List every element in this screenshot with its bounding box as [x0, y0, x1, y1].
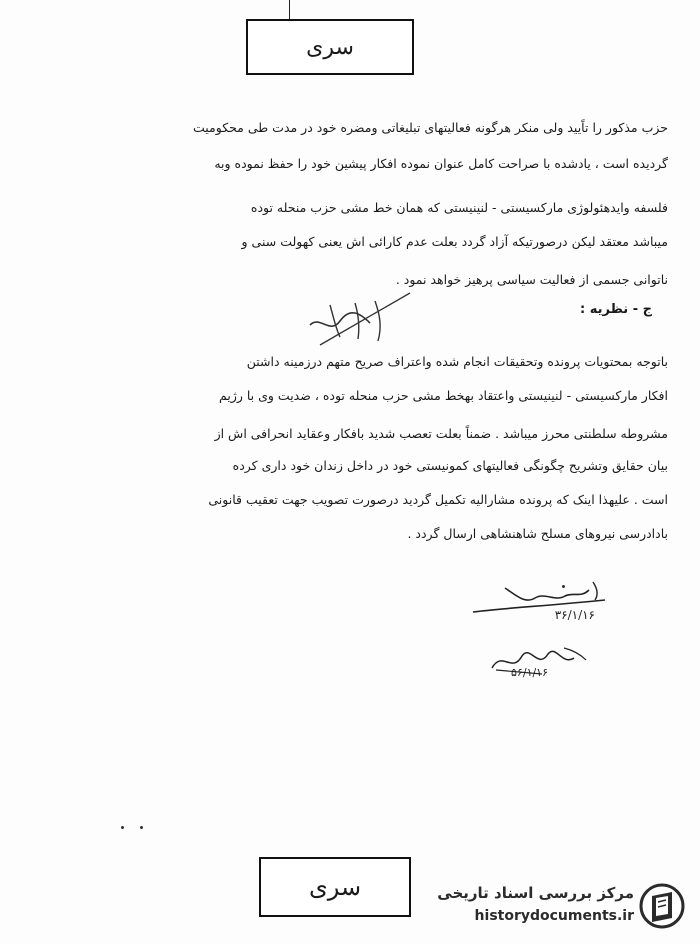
- paragraph-2-line-2: افکار مارکسیستی - لنینیستی واعتقاد بهخط مشی حزب منحله توده ، ضدیت وی با رژیم: [219, 388, 668, 403]
- scan-speck: [121, 826, 124, 829]
- signature-1-date: ۳۶/۱/۱۶: [554, 608, 595, 622]
- section-heading: ج - نظریه :: [580, 302, 652, 317]
- watermark-url: historydocuments.ir: [474, 908, 634, 924]
- paragraph-2-line-3: مشروطه سلطنتی محرز میباشد . ضمناً بعلت تعصب شدید بافکار وعقاید انحرافی اش از: [214, 426, 668, 441]
- scan-speck: [140, 826, 143, 829]
- archive-logo-icon: [638, 882, 686, 930]
- classification-stamp-top: [246, 19, 414, 75]
- paragraph-1-line-4: میباشد معتقد لیکن درصورتیکه آزاد گردد بعلت عدم کارائی اش یعنی کهولت سنی و: [241, 234, 668, 249]
- paragraph-1-line-1: حزب مذکور را تاًیید ولی منکر هرگونه فعالیتهای تبلیغاتی ومضره خود در مدت طی محکومیت: [193, 120, 668, 135]
- paragraph-2-line-6: بادادرسی نیروهای مسلح شاهنشاهی ارسال گردد .: [407, 526, 668, 541]
- paragraph-2-line-1: باتوجه بمحتویات پرونده وتحقیقات انجام شده واعتراف صریح متهم درزمینه داشتن: [246, 354, 668, 369]
- paragraph-2-line-4: بیان حقایق وتشریح چگونگی فعالیتهای کمونیستی خود در داخل زندان خود داری کرده: [232, 458, 668, 473]
- paragraph-1-line-2: گردیده است ، یادشده با صراحت کامل عنوان نموده افکار پیشین خود را حفظ نموده وبه: [214, 156, 668, 171]
- classification-stamp-bottom: [259, 857, 411, 917]
- paragraph-1-line-3: فلسفه وایدهئولوژی مارکسیستی - لنینیستی که همان خط مشی حزب منحله توده: [250, 200, 668, 215]
- handwritten-number-scribble: [300, 285, 420, 355]
- watermark-title: مرکز بررسی اسناد تاریخی: [437, 884, 634, 902]
- paragraph-2-line-5: است . علیهذا اینک که پرونده مشارالیه تکمیل گردید درصورت تصویب جهت تعقیب قانونی: [208, 492, 668, 507]
- watermark: [418, 878, 690, 934]
- scan-speck: [562, 585, 565, 588]
- classification-stamp-top-text: سری: [306, 34, 354, 60]
- classification-stamp-bottom-text: سری: [308, 873, 362, 901]
- paragraph-1-line-5: ناتوانی جسمی از فعالیت سیاسی پرهیز خواهد نمود .: [395, 272, 668, 287]
- signature-2-date: ۵۶/۱/۱۶: [511, 666, 548, 679]
